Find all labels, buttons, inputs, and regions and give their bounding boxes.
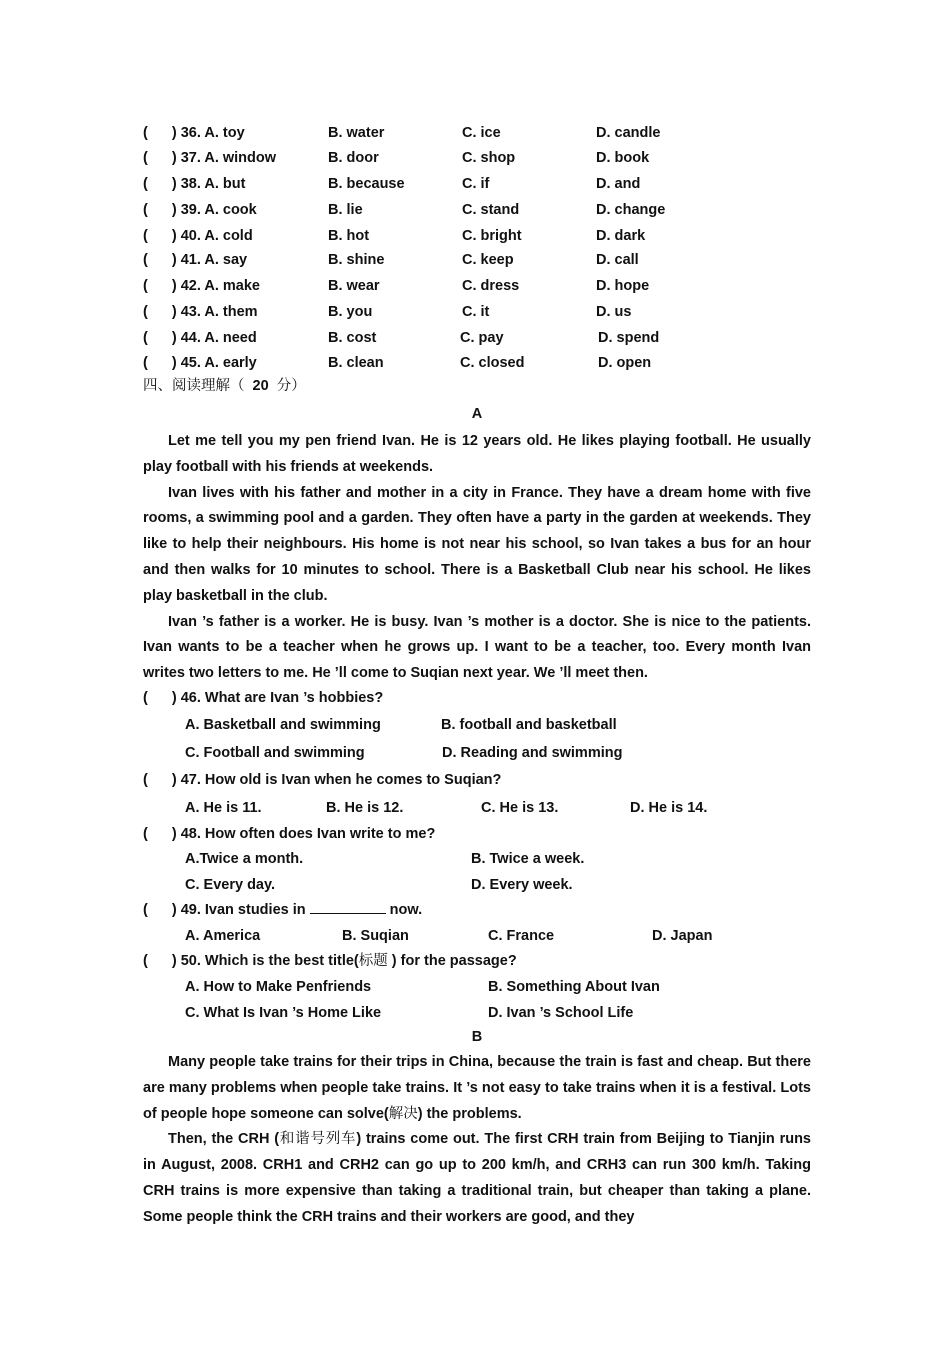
option: A.Twice a month. bbox=[185, 851, 304, 867]
passage-b-paragraph: Then, the CRH (和谐号列车) trains come out. The first CRH train from Beijing to Tianjin runs in August, 2008. CRH1 and CRH2 can go up to 200 km/h, and CRH3 can run 300 km/h. Taking CRH trains is more expensive than taking a traditional train, but cheaper than taking a plane. Some people think the CRH trains and their workers are good, and they bbox=[143, 1131, 811, 1225]
option: B. Twice a week. bbox=[471, 851, 585, 867]
option: B. He is 12. bbox=[326, 800, 404, 816]
question-48: ( ) 48. How often does Ivan write to me? bbox=[143, 826, 436, 842]
option: C. Football and swimming bbox=[185, 745, 365, 761]
cloze-option-c: C. bright bbox=[462, 228, 522, 244]
option: D. He is 14. bbox=[630, 800, 708, 816]
cloze-question: ( ) 40. A. cold bbox=[143, 228, 253, 244]
passage-a-text bbox=[143, 429, 811, 687]
passage-a-paragraph: Ivan lives with his father and mother in a city in France. They have a dream home with five rooms, a swimming pool and a garden. They often have a party in the garden at weekends. They like to help their neighbours. His home is not near his school, so Ivan takes a bus for an hour and then walks for 10 minutes to school. There is a Basketball Club near his school. He likes play basketball in the club. bbox=[143, 484, 811, 604]
cloze-option-d: D. dark bbox=[596, 228, 646, 244]
cloze-option-b: B. clean bbox=[328, 355, 384, 371]
cloze-option-d: D. us bbox=[596, 304, 632, 320]
option: D. Every week. bbox=[471, 877, 573, 893]
cloze-option-d: D. hope bbox=[596, 278, 650, 294]
cloze-option-c: C. keep bbox=[462, 252, 514, 268]
cloze-option-d: D. spend bbox=[598, 330, 660, 346]
option: B. football and basketball bbox=[441, 717, 617, 733]
question-47: ( ) 47. How old is Ivan when he comes to Suqian? bbox=[143, 772, 502, 788]
cloze-option-d: D. and bbox=[596, 176, 641, 192]
question-46: ( ) 46. What are Ivan ’s hobbies? bbox=[143, 690, 384, 706]
cloze-option-b: B. cost bbox=[328, 330, 377, 346]
cloze-option-d: D. call bbox=[596, 252, 639, 268]
cloze-option-b: B. shine bbox=[328, 252, 385, 268]
cloze-option-c: C. if bbox=[462, 176, 490, 192]
cloze-question: ( ) 38. A. but bbox=[143, 176, 246, 192]
option: C. France bbox=[488, 928, 555, 944]
option: C. What Is Ivan ’s Home Like bbox=[185, 1005, 382, 1021]
cloze-question: ( ) 41. A. say bbox=[143, 252, 248, 268]
cloze-question: ( ) 39. A. cook bbox=[143, 202, 257, 218]
option: C. Every day. bbox=[185, 877, 276, 893]
passage-b-label: B bbox=[471, 1029, 483, 1045]
option: D. Ivan ’s School Life bbox=[488, 1005, 634, 1021]
option: C. He is 13. bbox=[481, 800, 559, 816]
cloze-option-d: D. change bbox=[596, 202, 666, 218]
section-heading: 四、阅读理解（ 20 分） bbox=[143, 378, 306, 394]
cloze-option-b: B. water bbox=[328, 125, 385, 141]
passage-a-paragraph: Let me tell you my pen friend Ivan. He is 12 years old. He likes playing football. He usually play football with his friends at weekends. bbox=[143, 433, 811, 475]
cloze-question: ( ) 44. A. need bbox=[143, 330, 257, 346]
option: D. Reading and swimming bbox=[442, 745, 623, 761]
option: A. America bbox=[185, 928, 261, 944]
passage-a-label: A bbox=[471, 406, 483, 422]
question-49: ( ) 49. Ivan studies in now. bbox=[143, 902, 423, 918]
cloze-option-c: C. stand bbox=[462, 202, 520, 218]
cloze-option-c: C. pay bbox=[460, 330, 504, 346]
cloze-option-c: C. dress bbox=[462, 278, 520, 294]
cloze-option-d: D. candle bbox=[596, 125, 661, 141]
cloze-option-d: D. book bbox=[596, 150, 650, 166]
cloze-question: ( ) 45. A. early bbox=[143, 355, 257, 371]
passage-b-paragraph: Many people take trains for their trips in China, because the train is fast and cheap. But there are many problems when people take trains. It ’s not easy to take trains when it is a festival. Lots of people hope someone can solve(解决) the problems. bbox=[143, 1054, 811, 1122]
option: D. Japan bbox=[652, 928, 713, 944]
cloze-option-b: B. wear bbox=[328, 278, 380, 294]
passage-a-paragraph: Ivan ’s father is a worker. He is busy. Ivan ’s mother is a doctor. She is nice to the patients. Ivan wants to be a teacher when he grows up. I want to be a teacher, too. Every month Ivan writes two letters to me. He ’ll come to Suqian next year. We ’ll meet then. bbox=[143, 613, 811, 682]
cloze-question: ( ) 37. A. window bbox=[143, 150, 277, 166]
cloze-option-b: B. hot bbox=[328, 228, 370, 244]
cloze-option-c: C. closed bbox=[460, 355, 525, 371]
cloze-option-b: B. door bbox=[328, 150, 379, 166]
cloze-option-c: C. shop bbox=[462, 150, 516, 166]
passage-b-text bbox=[143, 1050, 811, 1231]
cloze-option-c: C. ice bbox=[462, 125, 501, 141]
cloze-question: ( ) 36. A. toy bbox=[143, 125, 245, 141]
cloze-question: ( ) 42. A. make bbox=[143, 278, 260, 294]
cloze-option-b: B. lie bbox=[328, 202, 363, 218]
answer-blank[interactable] bbox=[310, 901, 386, 914]
cloze-option-b: B. you bbox=[328, 304, 373, 320]
cloze-option-d: D. open bbox=[598, 355, 652, 371]
cloze-question: ( ) 43. A. them bbox=[143, 304, 258, 320]
cloze-option-b: B. because bbox=[328, 176, 405, 192]
option: A. He is 11. bbox=[185, 800, 262, 816]
option: B. Suqian bbox=[342, 928, 409, 944]
option: A. Basketball and swimming bbox=[185, 717, 381, 733]
cloze-option-c: C. it bbox=[462, 304, 490, 320]
question-50: ( ) 50. Which is the best title(标题 ) for the passage? bbox=[143, 953, 517, 969]
option: B. Something About Ivan bbox=[488, 979, 660, 995]
option: A. How to Make Penfriends bbox=[185, 979, 372, 995]
